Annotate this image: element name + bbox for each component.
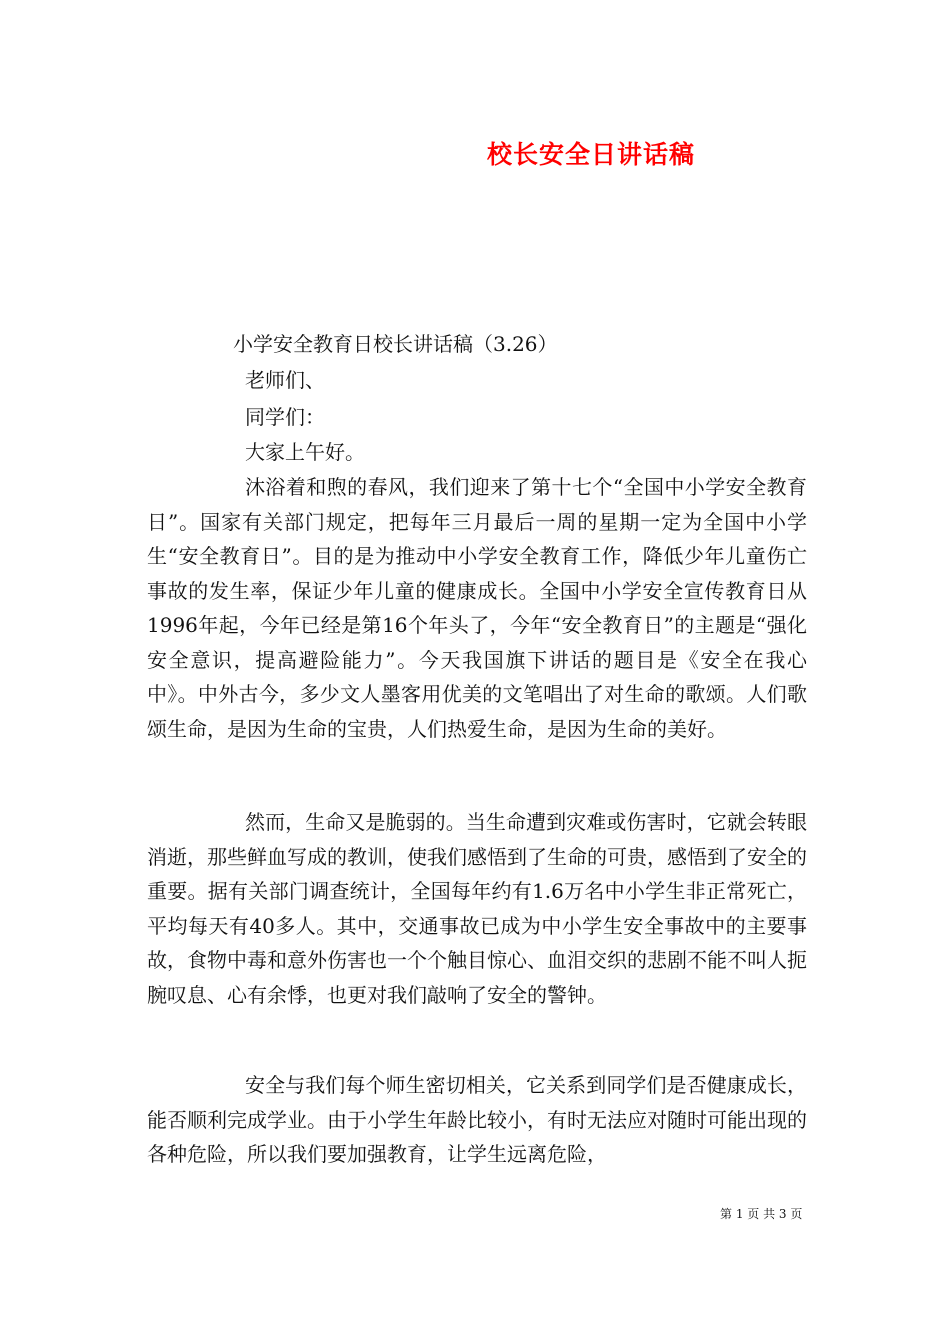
greeting-students: 同学们： <box>245 405 325 429</box>
greeting-morning: 大家上午好。 <box>245 440 365 464</box>
document-title: 校长安全日讲话稿 <box>487 140 696 169</box>
greeting-teachers: 老师们、 <box>245 368 325 392</box>
paragraph-1: 沐浴着和煦的春风，我们迎来了第十七个“全国中小学安全教育日”。国家有关部门规定，把每年三月最后一周的星期一定为全国中小学生“安全教育日”。目的是为推动中小学安全教育工作，降低少年儿童伤亡事故的发生率，保证少年儿童的健康成长。全国中小学安全宣传教育日从1996年起，今年已经是第16个年头了，今年“安全教育日”的主题是“强化安全意识，提高避险能力”。今天我国旗下讲话的题目是《安全在我心中》。中外古今，多少文人墨客用优美的文笔唱出了对生命的歌颂。人们歌颂生命，是因为生命的宝贵，人们热爱生命，是因为生命的美好。 <box>147 475 807 741</box>
paragraph-2: 然而，生命又是脆弱的。当生命遭到灾难或伤害时，它就会转眼消逝，那些鲜血写成的教训，使我们感悟到了生命的可贵，感悟到了安全的重要。据有关部门调查统计，全国每年约有1.6万名中小学生非正常死亡，平均每天有40多人。其中，交通事故已成为中小学生安全事故中的主要事故，食物中毒和意外伤害也一个个触目惊心、血泪交织的悲剧不能不叫人扼腕叹息、心有余悸，也更对我们敲响了安全的警钟。 <box>147 810 807 1007</box>
paragraph-3: 安全与我们每个师生密切相关，它关系到同学们是否健康成长，能否顺利完成学业。由于小学生年龄比较小，有时无法应对随时可能出现的各种危险，所以我们要加强教育，让学生远离危险， <box>147 1073 807 1166</box>
page-number-footer: 第 1 页 共 3 页 <box>720 1207 803 1221</box>
document-subtitle: 小学安全教育日校长讲话稿（3.26） <box>233 332 558 356</box>
